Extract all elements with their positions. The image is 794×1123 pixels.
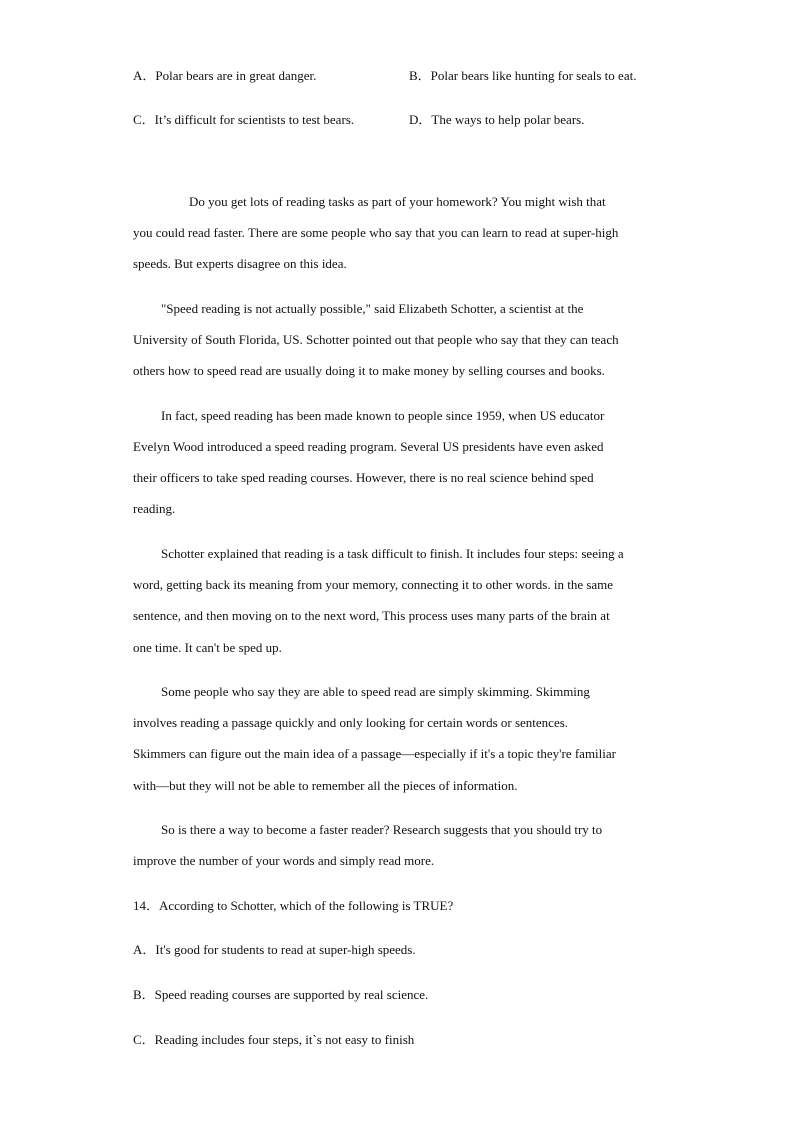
option-d (409, 112, 584, 128)
passage-line: with—but they will not be able to remember all the pieces of information. (133, 778, 518, 793)
passage-line: you could read faster. There are some people who say that you can learn to read at super-high (133, 225, 619, 240)
passage-line: University of South Florida, US. Schotter pointed out that people who say that they can teach (133, 332, 619, 347)
passage-line: "Speed reading is not actually possible," said Elizabeth Schotter, a scientist at the (161, 301, 584, 316)
passage-line: So is there a way to become a faster reader? Research suggests that you should try to (161, 822, 603, 837)
question-14-option-a: A．It's good for students to read at super-high speeds. (133, 942, 416, 957)
question-14-stem: 14．According to Schotter, which of the following is TRUE? (133, 898, 454, 913)
passage-line: their officers to take sped reading courses. However, there is no real science behind sped (133, 470, 594, 485)
passage-line: Some people who say they are able to speed read are simply skimming. Skimming (161, 684, 590, 699)
option-letter: A． (133, 68, 156, 83)
passage-line: Do you get lots of reading tasks as part of your homework? You might wish that (189, 194, 606, 209)
passage-line: improve the number of your words and simply read more. (133, 853, 435, 868)
passage-line: speeds. But experts disagree on this idea. (133, 256, 347, 271)
option-text: Polar bears like hunting for seals to eat. (430, 68, 637, 83)
option-letter: B． (409, 68, 431, 83)
passage-line: In fact, speed reading has been made known to people since 1959, when US educator (161, 408, 605, 423)
passage-line: others how to speed read are usually doing it to make money by selling courses and books. (133, 363, 605, 378)
passage-line: Schotter explained that reading is a task difficult to finish. It includes four steps: seeing a (161, 546, 624, 561)
passage-line: reading. (133, 501, 176, 516)
passage-line: involves reading a passage quickly and only looking for certain words or sentences. (133, 715, 569, 730)
question-14-option-b: B．Speed reading courses are supported by real science. (133, 987, 429, 1002)
passage-line: word, getting back its meaning from your memory, connecting it to other words. in the same (133, 577, 614, 592)
option-a (133, 68, 316, 84)
passage-line: sentence, and then moving on to the next word, This process uses many parts of the brain at (133, 608, 610, 623)
option-text: Polar bears are in great danger. (155, 68, 317, 83)
question-14-option-c: C．Reading includes four steps, it`s not easy to finish (133, 1032, 415, 1047)
option-letter: C． (133, 112, 155, 127)
option-b (409, 68, 636, 84)
passage-line: Skimmers can figure out the main idea of a passage—especially if it's a topic they're familiar (133, 746, 616, 761)
passage-line: one time. It can't be sped up. (133, 640, 282, 655)
option-text: It’s difficult for scientists to test bears. (154, 112, 355, 127)
passage-line: Evelyn Wood introduced a speed reading program. Several US presidents have even asked (133, 439, 604, 454)
option-c (133, 112, 354, 128)
option-letter: D． (409, 112, 432, 127)
option-text: The ways to help polar bears. (431, 112, 585, 127)
